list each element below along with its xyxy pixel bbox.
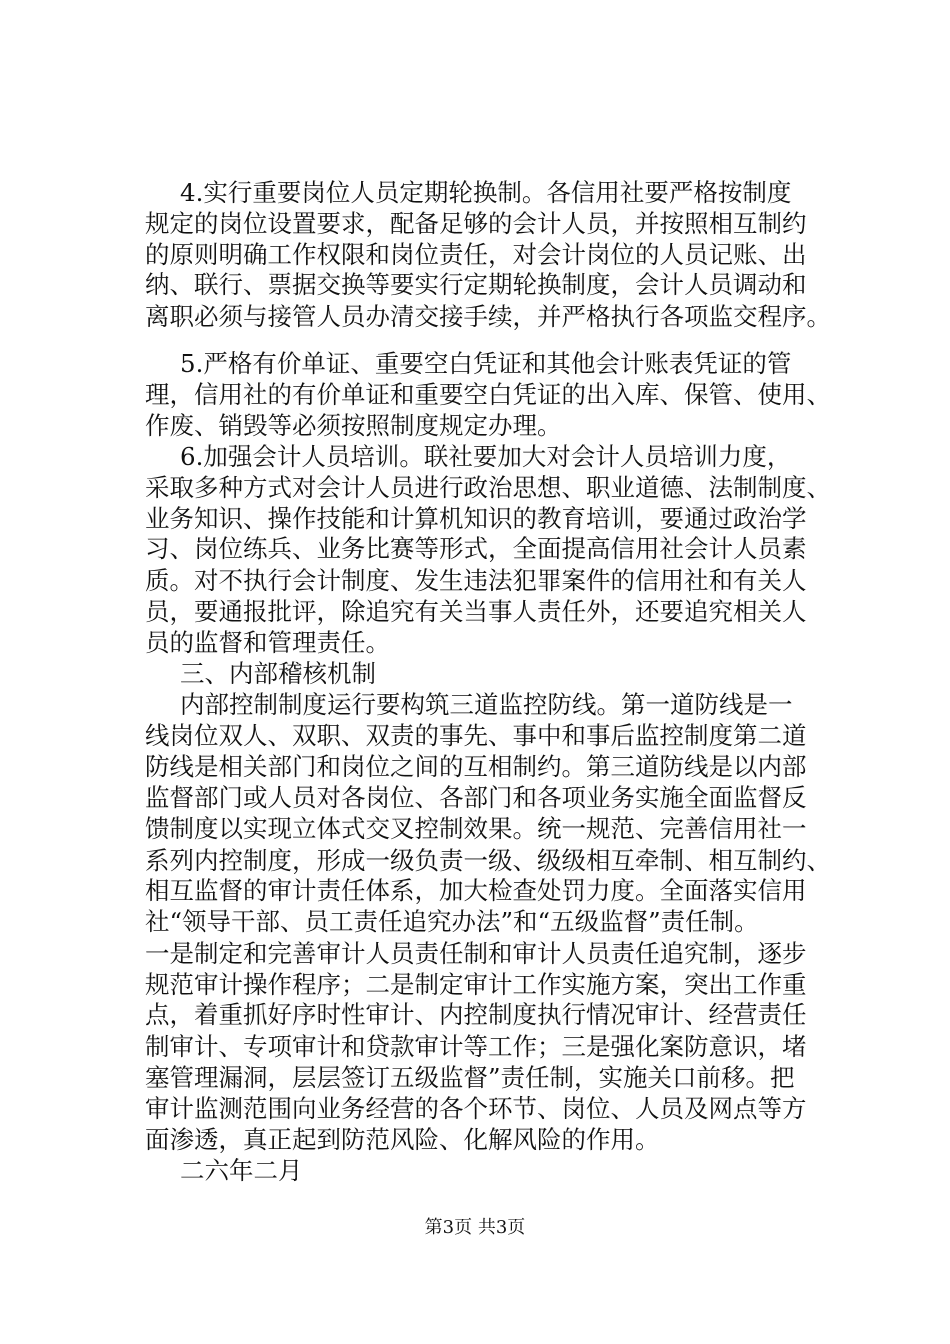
text-line: 离职必须与接管人员办清交接手续，并严格执行各项监交程序。 [145,302,831,331]
text-line: 作废、销毁等必须按照制度规定办理。 [145,411,562,440]
text-line: 社“领导干部、员工责任追究办法”和“五级监督”责任制。 [145,907,759,936]
page-footer: 第3页 共3页 [424,1217,526,1238]
text-line: 理，信用社的有价单证和重要空白凭证的出入库、保管、使用、 [145,380,831,409]
text-line: 员的监督和管理责任。 [145,628,390,657]
text-line: 员，要通报批评，除追究有关当事人责任外，还要追究相关人 [145,597,807,626]
text-line: 监督部门或人员对各岗位、各部门和各项业务实施全面监督反 [145,783,807,812]
text-line: 习、岗位练兵、业务比赛等形式，全面提高信用社会计人员素 [145,534,807,563]
text-line: 4.实行重要岗位人员定期轮换制。各信用社要严格按制度 [180,178,792,207]
text-line: 一是制定和完善审计人员责任制和审计人员责任追究制，逐步 [145,939,807,968]
text-line: 规范审计操作程序；二是制定审计工作实施方案，突出工作重 [145,970,807,999]
text-line: 5.严格有价单证、重要空白凭证和其他会计账表凭证的管 [180,349,792,378]
text-line: 6.加强会计人员培训。联社要加大对会计人员培训力度， [180,442,792,471]
text-line: 面渗透，真正起到防范风险、化解风险的作用。 [145,1125,660,1154]
text-line: 的原则明确工作权限和岗位责任，对会计岗位的人员记账、出 [145,240,807,269]
text-line: 内部控制制度运行要构筑三道监控防线。第一道防线是一 [180,690,793,719]
text-line: 点，着重抓好序时性审计、内控制度执行情况审计、经营责任 [145,1000,807,1029]
text-line: 防线是相关部门和岗位之间的互相制约。第三道防线是以内部 [145,752,807,781]
text-line: 系列内控制度，形成一级负责一级、级级相互牵制、相互制约、 [145,846,831,875]
text-line: 审计监测范围向业务经营的各个环节、岗位、人员及网点等方 [145,1094,807,1123]
text-line: 相互监督的审计责任体系，加大检查处罚力度。全面落实信用 [145,876,807,905]
text-line: 业务知识、操作技能和计算机知识的教育培训，要通过政治学 [145,504,807,533]
text-line: 纳、联行、票据交换等要实行定期轮换制度，会计人员调动和 [145,270,807,299]
text-line: 质。对不执行会计制度、发生违法犯罪案件的信用社和有关人 [145,566,807,595]
section-heading: 三、内部稽核机制 [180,659,376,688]
text-line: 线岗位双人、双职、双责的事先、事中和事后监控制度第二道 [145,721,807,750]
text-line: 规定的岗位设置要求，配备足够的会计人员，并按照相互制约 [145,209,807,238]
text-line: 采取多种方式对会计人员进行政治思想、职业道德、法制制度、 [145,473,831,502]
text-line: 馈制度以实现立体式交叉控制效果。统一规范、完善信用社一 [145,814,807,843]
text-line: 制审计、专项审计和贷款审计等工作；三是强化案防意识，堵 [145,1032,807,1061]
text-line: 塞管理漏洞，层层签订五级监督”责任制，实施关口前移。把 [145,1063,795,1092]
document-date: 二六年二月 [180,1156,303,1185]
